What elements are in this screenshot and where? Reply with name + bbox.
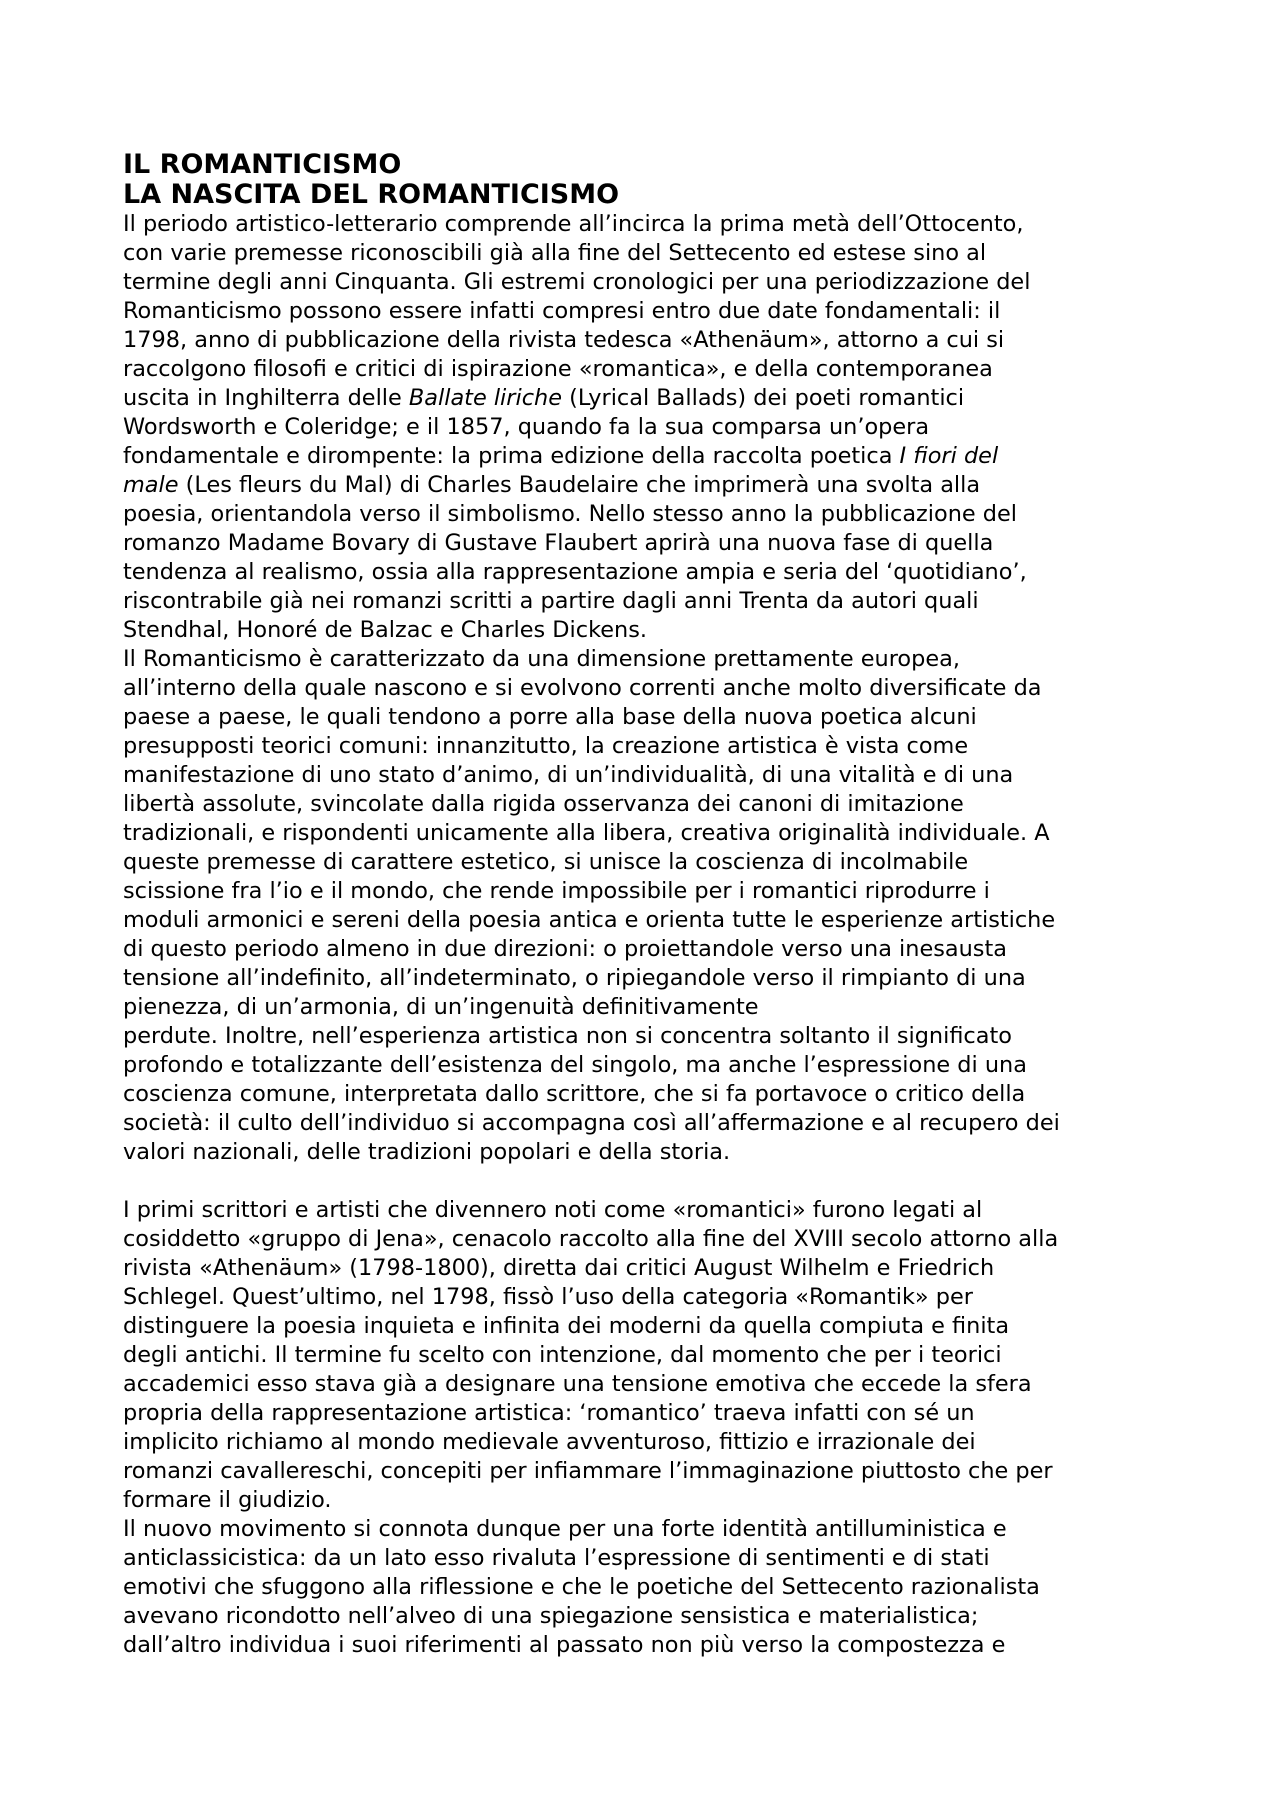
text-line: cosiddetto «gruppo di Jena», cenacolo raccolto alla fine del XVIII secolo attorno alla — [123, 1226, 1059, 1252]
text-line: paese a paese, le quali tendono a porre alla base della nuova poetica alcuni — [123, 704, 977, 730]
text-line: di questo periodo almeno in due direzioni: o proiettandole verso una inesausta — [123, 936, 1007, 962]
text-line: dall’altro individua i suoi riferimenti al passato non più verso la compostezza e — [123, 1632, 1006, 1658]
text-line: tradizionali, e rispondenti unicamente alla libera, creativa originalità individuale. A — [123, 820, 1050, 846]
text-line — [123, 384, 1173, 413]
document-page — [123, 150, 1173, 1660]
text-line: perdute. Inoltre, nell’esperienza artistica non si concentra soltanto il significato — [123, 1023, 1012, 1049]
text-line: Schlegel. Quest’ultimo, nel 1798, fissò l’uso della categoria «Romantik» per — [123, 1284, 973, 1310]
text-line: poesia, orientandola verso il simbolismo. Nello stesso anno la pubblicazione del — [123, 501, 1018, 527]
text-line: emotivi che sfuggono alla riflessione e che le poetiche del Settecento razionalista — [123, 1574, 1040, 1600]
text-line: implicito richiamo al mondo medievale avventuroso, fittizio e irrazionale dei — [123, 1429, 976, 1455]
text-line: Wordsworth e Coleridge; e il 1857, quando fa la sua comparsa un’opera — [123, 414, 930, 440]
paragraph-1 — [123, 210, 1173, 645]
text-line: Il Romanticismo è caratterizzato da una dimensione prettamente europea, — [123, 646, 960, 672]
section-heading: LA NASCITA DEL ROMANTICISMO — [123, 179, 620, 210]
paragraph-2 — [123, 645, 1173, 1167]
text-span: uscita in Inghilterra delle — [123, 385, 409, 411]
text-line: all’interno della quale nascono e si evolvono correnti anche molto diversificate da — [123, 675, 1042, 701]
text-line: formare il giudizio. — [123, 1487, 332, 1513]
text-line: moduli armonici e sereni della poesia antica e orienta tutte le esperienze artistiche — [123, 907, 1056, 933]
text-line: anticlassicistica: da un lato esso rivaluta l’espressione di sentimenti e di stati — [123, 1545, 990, 1571]
text-line: pienezza, di un’armonia, di un’ingenuità definitivamente — [123, 994, 759, 1020]
italic-title: male — [123, 472, 179, 498]
text-line: con varie premesse riconoscibili già alla fine del Settecento ed estese sino al — [123, 240, 987, 266]
text-line: valori nazionali, delle tradizioni popolari e della storia. — [123, 1139, 731, 1165]
text-line: propria della rappresentazione artistica: ‘romantico’ traeva infatti con sé un — [123, 1400, 975, 1426]
text-line: I primi scrittori e artisti che divennero noti come «romantici» furono legati al — [123, 1197, 983, 1223]
text-span: (Les fleurs du Mal) di Charles Baudelaire che imprimerà una svolta alla — [178, 472, 981, 498]
text-line — [123, 471, 1173, 500]
text-line: rivista «Athenäum» (1798-1800), diretta dai critici August Wilhelm e Friedrich — [123, 1255, 995, 1281]
text-line: riscontrabile già nei romanzi scritti a partire dagli anni Trenta da autori quali — [123, 588, 979, 614]
text-line: Stendhal, Honoré de Balzac e Charles Dickens. — [123, 617, 647, 643]
text-line: Il nuovo movimento si connota dunque per una forte identità antilluministica e — [123, 1516, 1007, 1542]
text-line: società: il culto dell’individuo si accompagna così all’affermazione e al recupero dei — [123, 1110, 1060, 1136]
text-line: degli antichi. Il termine fu scelto con intenzione, dal momento che per i teorici — [123, 1342, 1002, 1368]
text-line: profondo e totalizzante dell’esistenza del singolo, ma anche l’espressione di una — [123, 1052, 1027, 1078]
text-line: Romanticismo possono essere infatti compresi entro due date fondamentali: il — [123, 298, 1001, 324]
text-line — [123, 442, 1173, 471]
text-line: termine degli anni Cinquanta. Gli estremi cronologici per una periodizzazione del — [123, 269, 1031, 295]
text-line: presupposti teorici comuni: innanzitutto, la creazione artistica è vista come — [123, 733, 969, 759]
text-line: libertà assolute, svincolate dalla rigida osservanza dei canoni di imitazione — [123, 791, 964, 817]
italic-title: Ballate liriche — [408, 385, 562, 411]
text-span: (Lyrical Ballads) dei poeti romantici — [561, 385, 965, 411]
document-title: IL ROMANTICISMO — [123, 149, 402, 180]
text-line: romanzi cavallereschi, concepiti per infiammare l’immaginazione piuttosto che per — [123, 1458, 1053, 1484]
text-line: manifestazione di uno stato d’animo, di un’individualità, di una vitalità e di una — [123, 762, 1014, 788]
paragraph-spacer — [123, 1167, 1173, 1196]
text-line: queste premesse di carattere estetico, si unisce la coscienza di incolmabile — [123, 849, 969, 875]
text-line: scissione fra l’io e il mondo, che rende impossibile per i romantici riprodurre i — [123, 878, 990, 904]
text-line: distinguere la poesia inquieta e infinita dei moderni da quella compiuta e finita — [123, 1313, 1010, 1339]
text-line: accademici esso stava già a designare una tensione emotiva che eccede la sfera — [123, 1371, 1032, 1397]
text-line: tendenza al realismo, ossia alla rappresentazione ampia e seria del ‘quotidiano’, — [123, 559, 1027, 585]
text-line: avevano ricondotto nell’alveo di una spiegazione sensistica e materialistica; — [123, 1603, 979, 1629]
paragraph-3 — [123, 1196, 1173, 1515]
text-line: raccolgono filosofi e critici di ispirazione «romantica», e della contemporanea — [123, 356, 993, 382]
text-line: romanzo Madame Bovary di Gustave Flaubert aprirà una nuova fase di quella — [123, 530, 994, 556]
text-line: tensione all’indefinito, all’indeterminato, o ripiegandole verso il rimpianto di una — [123, 965, 1026, 991]
paragraph-4 — [123, 1515, 1173, 1660]
text-line: 1798, anno di pubblicazione della rivista tedesca «Athenäum», attorno a cui si — [123, 327, 1005, 353]
text-span: fondamentale e dirompente: la prima edizione della raccolta poetica — [123, 443, 900, 469]
text-line: Il periodo artistico-letterario comprende all’incirca la prima metà dell’Ottocento, — [123, 211, 1024, 237]
italic-title: I fiori del — [899, 443, 999, 469]
text-line: coscienza comune, interpretata dallo scrittore, che si fa portavoce o critico della — [123, 1081, 1026, 1107]
